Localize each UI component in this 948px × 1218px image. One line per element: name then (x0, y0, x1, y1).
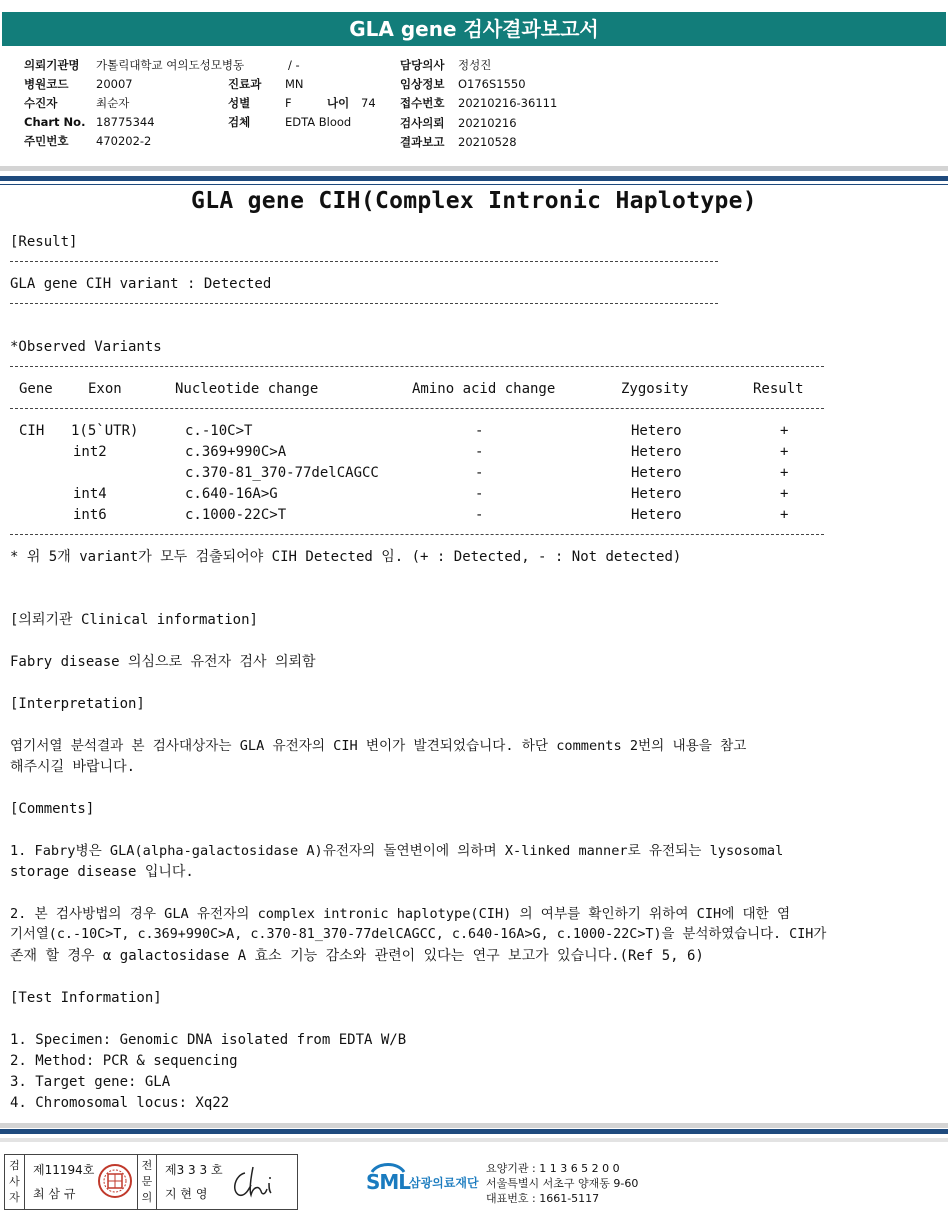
comment-line: 기서열(c.-10C>T, c.369+990C>A, c.370-81_370-77delCAGCC, c.640-16A>G, c.1000-22C>T)을 분석하였습니다. CIH가 (10, 927, 827, 942)
interpretation-heading: [Interpretation] (10, 696, 145, 712)
cell-nucleotide: c.370-81_370-77delCAGCC (185, 465, 379, 481)
info-row-hospital-code (24, 75, 244, 94)
info-value: O176S1550 (458, 77, 526, 91)
divider (0, 1129, 948, 1134)
cell-amino: - (475, 444, 484, 460)
info-row-clinical (400, 75, 557, 94)
info-label: 검사의뢰 (400, 116, 445, 130)
info-value: 20210216-36111 (458, 96, 558, 110)
result-line: GLA gene CIH variant : Detected (10, 276, 272, 292)
dashed-rule (10, 303, 718, 304)
info-value: 18775344 (96, 115, 155, 129)
specialist-name: 지 현 영 (165, 1187, 208, 1201)
cell-zygosity: Hetero (631, 444, 682, 460)
info-label: 접수번호 (400, 96, 445, 110)
col-header-result: Result (753, 381, 804, 397)
cell-exon: int6 (73, 507, 107, 523)
divider (0, 1123, 948, 1128)
specialist-license-no: 제3 3 3 호 (165, 1163, 223, 1177)
info-value: 20210528 (458, 135, 517, 149)
comment-line: storage disease 입니다. (10, 864, 194, 880)
info-label: 진료과 (228, 77, 262, 91)
info-label: 담당의사 (400, 58, 445, 72)
info-row-ward (228, 56, 376, 75)
info-value: 20210216 (458, 116, 517, 130)
info-label: 의뢰기관명 (24, 58, 80, 72)
cell-result: + (780, 507, 789, 523)
dashed-rule (10, 366, 824, 367)
result-heading: [Result] (10, 234, 78, 250)
comment-line: 1. Fabry병은 GLA(alpha-galactosidase A)유전자의 돌연변이에 의하며 X-linked manner로 유전되는 lysosomal (10, 843, 784, 859)
dashed-rule (10, 408, 824, 409)
dashed-rule (10, 534, 824, 535)
info-label: 나이 (327, 96, 350, 110)
testinfo-item: 3. Target gene: GLA (10, 1074, 171, 1090)
info-label: Chart No. (24, 115, 86, 129)
info-label: 임상정보 (400, 77, 445, 91)
info-row-chart-no (24, 113, 244, 132)
info-label: 결과보고 (400, 135, 445, 149)
cell-zygosity: Hetero (631, 465, 682, 481)
specialist-label (137, 1155, 157, 1209)
info-row-request-date (400, 114, 557, 133)
org-name: 삼광의료재단 (409, 1176, 479, 1190)
divider (0, 166, 948, 171)
cell-zygosity: Hetero (631, 423, 682, 439)
report-title: GLA gene CIH(Complex Intronic Haplotype) (191, 188, 757, 214)
col-header-zygosity: Zygosity (621, 381, 689, 397)
testinfo-item: 4. Chromosomal locus: Xq22 (10, 1095, 230, 1111)
observed-heading: *Observed Variants (10, 339, 162, 355)
testinfo-item: 1. Specimen: Genomic DNA isolated from EDTA W/B (10, 1032, 407, 1048)
testinfo-heading: [Test Information] (10, 990, 162, 1006)
info-label: 수진자 (24, 96, 58, 110)
info-row-patient (24, 94, 244, 113)
info-col-2 (228, 56, 376, 132)
interpretation-line: 해주시길 바랍니다. (10, 759, 136, 775)
comment-line: 존재 할 경우 α galactosidase A 효소 기능 감소와 관련이 있다는 연구 보고가 있습니다.(Ref 5, 6) (10, 948, 704, 964)
col-header-amino: Amino acid change (412, 381, 556, 397)
info-label: 검체 (228, 115, 251, 129)
interpretation-line: 염기서열 분석결과 본 검사대상자는 GLA 유전자의 CIH 변이가 발견되었습니다. 하단 comments 2번의 내용을 참고 (10, 738, 747, 754)
cell-result: + (780, 465, 789, 481)
cell-nucleotide: c.1000-22C>T (185, 507, 287, 523)
tester-name: 최 삼 규 (33, 1187, 76, 1201)
info-row-receipt (400, 94, 557, 113)
cell-result: + (780, 444, 789, 460)
signature-box (4, 1154, 298, 1210)
info-value: 가톨릭대학교 여의도성모병동 (96, 58, 245, 72)
col-header-nucleotide: Nucleotide change (175, 381, 319, 397)
info-value: EDTA Blood (285, 115, 352, 129)
cell-zygosity: Hetero (631, 486, 682, 502)
info-row-sex-age (228, 94, 376, 113)
report-banner-title: GLA gene 검사결과보고서 (2, 12, 946, 46)
tester-label (5, 1155, 25, 1209)
info-value: 74 (361, 96, 376, 110)
tester-label-text: 검사자 (9, 1159, 20, 1204)
cell-exon: int2 (73, 444, 107, 460)
comments-heading: [Comments] (10, 801, 95, 817)
clinical-text: Fabry disease 의심으로 유전자 검사 의뢰함 (10, 654, 316, 670)
divider (0, 184, 948, 185)
dashed-rule (10, 261, 718, 262)
cell-nucleotide: c.369+990C>A (185, 444, 287, 460)
info-value: 20007 (96, 77, 133, 91)
cell-result: + (780, 423, 789, 439)
info-row-specimen (228, 113, 376, 132)
info-row-institution (24, 56, 244, 75)
org-phone: 대표번호 : 1661-5117 (486, 1192, 600, 1205)
cell-exon: int4 (73, 486, 107, 502)
comment-line: 2. 본 검사방법의 경우 GLA 유전자의 complex intronic haplotype(CIH) 의 여부를 확인하기 위하여 CIH에 대한 염 (10, 906, 791, 922)
info-value: F (285, 96, 292, 110)
info-label: 주민번호 (24, 134, 69, 148)
org-code: 요양기관 : 1 1 3 6 5 2 0 0 (486, 1162, 620, 1175)
info-row-resident-no (24, 132, 244, 151)
col-header-gene: Gene (19, 381, 53, 397)
seal-stamp-icon (97, 1163, 133, 1199)
handwritten-signature-icon (227, 1163, 279, 1203)
org-address (486, 1161, 638, 1206)
testinfo-item: 2. Method: PCR & sequencing (10, 1053, 238, 1069)
logo-text: SML (366, 1170, 411, 1194)
cell-amino: - (475, 465, 484, 481)
tester-license-no: 제11194호 (33, 1163, 95, 1177)
info-row-dept (228, 75, 376, 94)
cell-nucleotide: c.-10C>T (185, 423, 253, 439)
divider (0, 1138, 948, 1142)
clinical-heading: [의뢰기관 Clinical information] (10, 612, 258, 628)
cell-amino: - (475, 507, 484, 523)
col-header-exon: Exon (88, 381, 122, 397)
info-row-report-date (400, 133, 557, 152)
info-row-doctor (400, 56, 557, 75)
cell-zygosity: Hetero (631, 507, 682, 523)
org-street: 서울특별시 서초구 양재동 9-60 (486, 1177, 639, 1190)
cell-amino: - (475, 423, 484, 439)
cell-result: + (780, 486, 789, 502)
specialist-label-text: 전문의 (141, 1159, 153, 1204)
info-value: 최순자 (96, 96, 130, 110)
divider (0, 176, 948, 181)
info-label: 성별 (228, 96, 251, 110)
info-value: MN (285, 77, 304, 91)
cell-gene: CIH (19, 423, 45, 439)
cell-amino: - (475, 486, 484, 502)
table-note: * 위 5개 variant가 모두 검출되어야 CIH Detected 임. (+ : Detected, - : Not detected) (10, 549, 682, 565)
cell-exon: 1(5`UTR) (71, 423, 139, 439)
info-label: 병원코드 (24, 77, 69, 91)
info-value: 정성진 (458, 58, 492, 72)
ward-value: / - (288, 58, 300, 72)
cell-nucleotide: c.640-16A>G (185, 486, 278, 502)
info-col-1 (24, 56, 244, 151)
info-col-3 (400, 56, 557, 152)
info-value: 470202-2 (96, 134, 152, 148)
